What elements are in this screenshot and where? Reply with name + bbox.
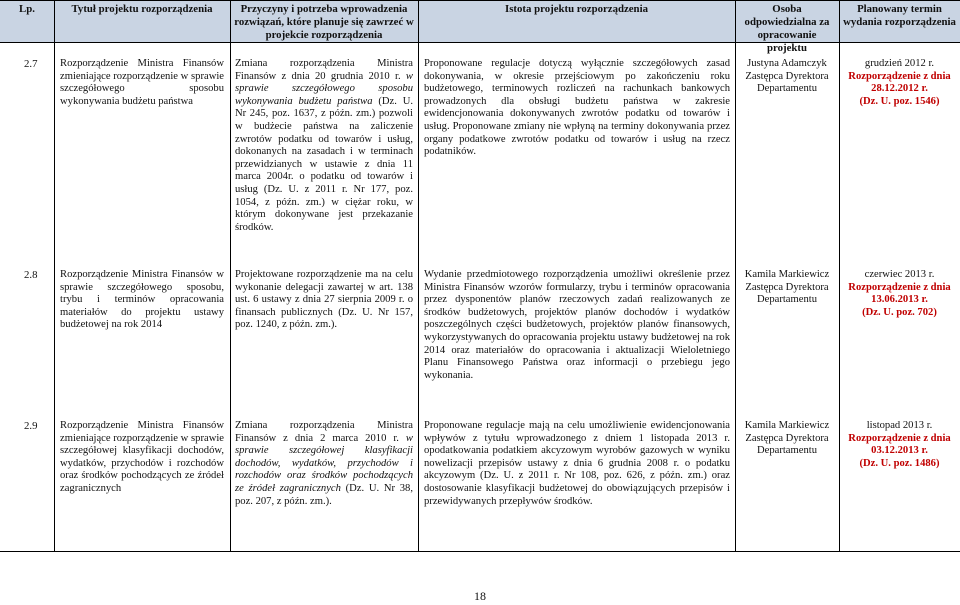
reasons-italic: w sprawie szczegółowej klasyfikacji dochodów, wydatków, przychodów i rozchodów oraz środków pochodzących ze źródeł zagranicznych <box>235 432 413 494</box>
done-date: 03.12.2013 r. <box>871 445 928 457</box>
done-label: Rozporządzenie z dnia <box>848 432 951 444</box>
header-title: Tytuł projektu rozporządzenia <box>71 3 213 15</box>
row-person: Justyna Adamczyk Zastępca Dyrektora Departamentu <box>745 58 829 95</box>
done-date: 13.06.2013 r. <box>871 294 928 306</box>
row-title: Rozporządzenie Ministra Finansów zmieniające rozporządzenie w sprawie szczegółowego sposobu wykonywania budżetu państwa <box>60 58 224 107</box>
reasons-text: (Dz. U. Nr 38, poz. 207, z późn. zm.). <box>235 482 413 507</box>
row-reasons <box>235 420 413 508</box>
row-date <box>842 58 957 108</box>
row-person: Kamila Markiewicz Zastępca Dyrektora Departamentu <box>744 269 830 306</box>
planned-date: listopad 2013 r. <box>866 420 933 431</box>
planned-date: czerwiec 2013 r. <box>864 269 935 280</box>
row-reasons <box>235 58 413 234</box>
row-essence: Proponowane regulacje dotyczą wyłącznie szczegółowych zasad dokonywania, w okresie przejściowym po zakończeniu roku budżetowego, terminowych rozliczeń na rachunkach bankowych prowadzonych dla obsługi budżetu państwa w zakresie ewidencjonowania dokonywanych zwrotów podatku od towarów i usług. Proponowane zmiany nie wpłyną na terminy dokonywania przez organy podatkowe zwrotów podatku od towarów i usług na rzecz podatników. <box>424 58 730 158</box>
row-essence: Proponowane regulacje mają na celu umożliwienie ewidencjonowania wpływów z tytułu wprowadzonego z dniem 1 listopada 2013 r. opodatkowania podatkiem akcyzowym wyrobów gazowych w wyniku nowelizacji przepisów ustawy z dnia 6 grudnia 2008 r. o podatku akcyzowym (Dz. U. z 2011 r. Nr 108, poz. 626, z późn. zm.) oraz dostosowanie klasyfikacji budżetowej do obowiązujących przepisów i przewidywanych przepływów środków. <box>424 420 730 507</box>
row-divider <box>0 0 960 1</box>
column-divider <box>54 0 55 552</box>
row-number: 2.9 <box>24 420 38 432</box>
header-lp: Lp. <box>19 3 35 15</box>
row-title: Rozporządzenie Ministra Finansów w sprawie szczegółowego sposobu, trybu i terminów opracowania materiałów do projektu ustawy budżetowej na rok 2014 <box>60 269 224 331</box>
row-divider <box>0 551 960 552</box>
header-essence: Istota projektu rozporządzenia <box>505 3 648 15</box>
done-label: Rozporządzenie z dnia <box>848 281 951 293</box>
header-person: Osoba odpowiedzialna za opracowanie projektu <box>744 3 830 54</box>
done-reference: (Dz. U. poz. 1546) <box>859 95 940 107</box>
row-title: Rozporządzenie Ministra Finansów zmieniające rozporządzenie w sprawie szczegółowej klasyfikacji dochodów, wydatków, przychodów i rozchodów oraz środków pochodzących ze źródeł zagranicznych <box>60 420 224 494</box>
reasons-text: Zmiana rozporządzenia Ministra Finansów z dnia 2 marca 2010 r. <box>235 420 413 444</box>
column-divider <box>735 0 736 552</box>
row-date <box>842 420 957 470</box>
row-date <box>842 269 957 319</box>
done-date: 28.12.2012 r. <box>871 83 928 95</box>
page-number: 18 <box>474 589 486 603</box>
done-reference: (Dz. U. poz. 1486) <box>859 457 940 469</box>
column-divider <box>839 0 840 552</box>
header-date: Planowany termin wydania rozporządzenia <box>843 3 956 28</box>
header-reasons: Przyczyny i potrzeba wprowadzenia rozwiązań, które planuje się zawrzeć w projekcie rozporządzenia <box>234 3 414 41</box>
reasons-text: (Dz. U. Nr 245, poz. 1637, z późn. zm.) pozwoli w budżecie państwa na zaliczenie zwrotów podatku od towarów i usług, dokonanych na zasadach i w terminach przewidzianych w ustawie z dnia 11 marca 2004r. o podatku od towarów i usług (Dz. U. z 2011 r. Nr 177, poz. 1054, z późn. zm.) w ciężar roku, w którym dokonywane jest przekazanie środków. <box>235 95 413 233</box>
row-person: Kamila Markiewicz Zastępca Dyrektora Departamentu <box>744 420 830 457</box>
reasons-text: Zmiana rozporządzenia Ministra Finansów z dnia 20 grudnia 2010 r. <box>235 58 413 82</box>
column-divider <box>230 0 231 552</box>
row-number: 2.8 <box>24 269 38 281</box>
reasons-italic: w sprawie szczegółowego sposobu wykonywania budżetu państwa <box>235 70 413 107</box>
row-reasons: Projektowane rozporządzenie ma na celu wykonanie delegacji zawartej w art. 138 ust. 6 ustawy z dnia 27 sierpnia 2009 r. o finansach publicznych (Dz. U. Nr 157, poz. 1240, z późn. zm.). <box>235 269 413 331</box>
done-label: Rozporządzenie z dnia <box>848 70 951 82</box>
row-essence: Wydanie przedmiotowego rozporządzenia umożliwi określenie przez Ministra Finansów wzorów formularzy, trybu i terminów opracowania przez dysponentów planów rzeczowych zadań realizowanych ze środków budżetowych, projektów planów dochodów i wydatków poszczególnych części budżetowych, projektów planów finansowych, wykorzystywanych do opracowania projektu ustawy budżetowej na rok 2014 oraz materiałów do opracowania i aktualizacji Wieloletniego Planu Finansowego Państwa oraz informacji o przebiegu jego wykonania. <box>424 269 730 381</box>
planned-date: grudzień 2012 r. <box>864 58 935 69</box>
done-reference: (Dz. U. poz. 702) <box>862 306 937 318</box>
column-divider <box>418 0 419 552</box>
row-number: 2.7 <box>24 58 38 70</box>
